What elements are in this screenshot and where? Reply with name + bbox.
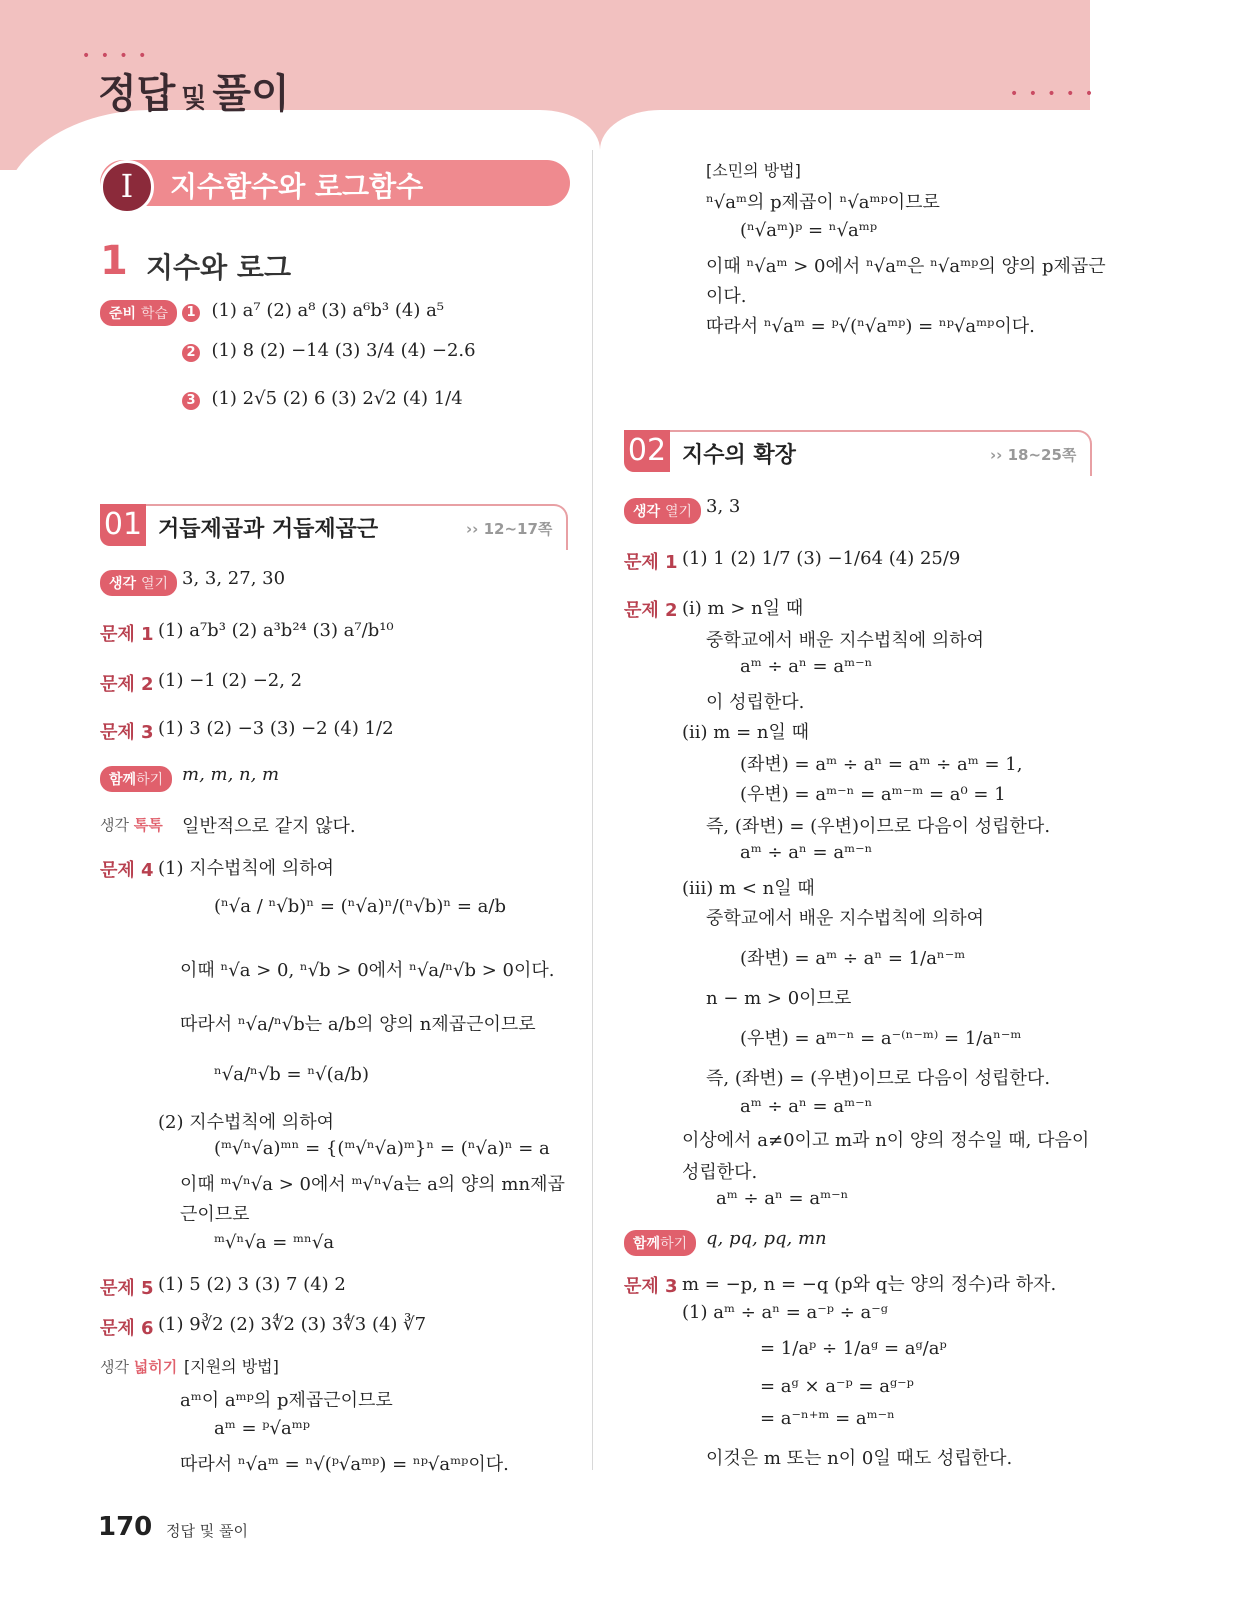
problem-label: 문제 2 bbox=[100, 674, 154, 695]
open-badge: 생각 열기 bbox=[100, 570, 177, 596]
solution-line: (우변) = aᵐ⁻ⁿ = a⁻⁽ⁿ⁻ᵐ⁾ = 1/aⁿ⁻ᵐ bbox=[740, 1028, 1022, 1049]
header-curve-left bbox=[0, 110, 600, 310]
open-answer: 3, 3, 27, 30 bbox=[182, 568, 286, 589]
solution-line: 중학교에서 배운 지수법칙에 의하여 bbox=[706, 630, 984, 651]
problem-label: 문제 1 bbox=[624, 552, 678, 573]
solution-line: 이것은 m 또는 n이 0일 때도 성립한다. bbox=[706, 1448, 1013, 1469]
prep-row: 2 (1) 8 (2) −14 (3) 3/4 (4) −2.6 bbox=[182, 340, 476, 362]
solution-line: ⁿ√aᵐ의 p제곱이 ⁿ√aᵐᵖ이므로 bbox=[706, 192, 940, 213]
decorative-dots-right: • • • • • bbox=[1010, 86, 1097, 102]
lesson-02-header bbox=[624, 430, 1092, 476]
solution-line: (우변) = aᵐ⁻ⁿ = aᵐ⁻ᵐ = a⁰ = 1 bbox=[740, 784, 1006, 805]
solution-line: aᵐ ÷ aⁿ = aᵐ⁻ⁿ bbox=[716, 1188, 849, 1209]
prep-row: 3 (1) 2√5 (2) 6 (3) 2√2 (4) 1/4 bbox=[182, 388, 463, 410]
problem-answer: (1) 5 (2) 3 (3) 7 (4) 2 bbox=[158, 1274, 346, 1295]
solution-line: 이 성립한다. bbox=[706, 692, 805, 713]
solution-line: aᵐ = ᵖ√aᵐᵖ bbox=[214, 1418, 310, 1439]
problem-label: 문제 1 bbox=[100, 624, 154, 645]
decorative-dots-left: • • • • bbox=[82, 48, 150, 64]
lesson-title: 거듭제곱과 거듭제곱근 bbox=[158, 517, 379, 542]
solution-line: 이때 ⁿ√aᵐ > 0에서 ⁿ√aᵐ은 ⁿ√aᵐᵖ의 양의 p제곱근 bbox=[706, 256, 1106, 277]
solution-line: (2) 지수법칙에 의하여 bbox=[158, 1112, 335, 1133]
chapter-numeral: I bbox=[100, 160, 154, 214]
think-label: 생각 톡톡 bbox=[100, 816, 163, 834]
section-title: 지수와 로그 bbox=[146, 251, 291, 284]
solution-line: (ii) m = n일 때 bbox=[682, 722, 809, 743]
think-answer: 일반적으로 같지 않다. bbox=[182, 816, 356, 837]
think-wide-label: 생각 넓히기 bbox=[100, 1358, 178, 1376]
prep-badge: 준비 학습 bbox=[100, 300, 177, 326]
method-title: [지원의 방법] bbox=[184, 1357, 279, 1376]
together-answer: m, m, n, m bbox=[182, 764, 280, 785]
problem-label: 문제 5 bbox=[100, 1278, 154, 1299]
solution-line: (1) 지수법칙에 의하여 bbox=[158, 858, 335, 879]
solution-line: aᵐ ÷ aⁿ = aᵐ⁻ⁿ bbox=[740, 1096, 873, 1117]
solution-line: 성립한다. bbox=[682, 1162, 758, 1183]
page-title: 정답 및 풀이 bbox=[98, 71, 290, 117]
column-divider bbox=[592, 150, 593, 1470]
footer-label: 정답 및 풀이 bbox=[166, 1522, 248, 1540]
open-answer: 3, 3 bbox=[706, 496, 741, 517]
together-badge: 함께하기 bbox=[100, 766, 172, 792]
problem-label: 문제 2 bbox=[624, 600, 678, 621]
solution-line: (좌변) = aᵐ ÷ aⁿ = aᵐ ÷ aᵐ = 1, bbox=[740, 754, 1023, 775]
chapter-title: 지수함수와 로그함수 bbox=[170, 170, 424, 203]
solution-line: 이상에서 a≠0이고 m과 n이 양의 정수일 때, 다음이 bbox=[682, 1130, 1090, 1151]
solution-line: 따라서 ⁿ√a/ⁿ√b는 a/b의 양의 n제곱근이므로 bbox=[180, 1014, 536, 1035]
solution-line: (ⁿ√aᵐ)ᵖ = ⁿ√aᵐᵖ bbox=[740, 220, 878, 241]
solution-line: n − m > 0이므로 bbox=[706, 988, 852, 1009]
problem-answer: (1) a⁷b³ (2) a³b²⁴ (3) a⁷/b¹⁰ bbox=[158, 620, 394, 641]
page-number: 170 bbox=[98, 1512, 153, 1542]
solution-line: 이때 ᵐ√ⁿ√a > 0에서 ᵐ√ⁿ√a는 a의 양의 mn제곱 bbox=[180, 1174, 565, 1195]
solution-line: = 1/aᵖ ÷ 1/aᵍ = aᵍ/aᵖ bbox=[760, 1338, 947, 1359]
prep-row: 1 (1) a⁷ (2) a⁸ (3) a⁶b³ (4) a⁵ bbox=[182, 300, 444, 322]
problem-answer: (1) 1 (2) 1/7 (3) −1/64 (4) 25/9 bbox=[682, 548, 961, 569]
solution-line: 중학교에서 배운 지수법칙에 의하여 bbox=[706, 908, 984, 929]
solution-line: 따라서 ⁿ√aᵐ = ⁿ√(ᵖ√aᵐᵖ) = ⁿᵖ√aᵐᵖ이다. bbox=[180, 1454, 509, 1475]
together-badge: 함께하기 bbox=[624, 1230, 696, 1256]
lesson-number: 02 bbox=[624, 430, 670, 472]
problem-label: 문제 3 bbox=[100, 722, 154, 743]
solution-line: m = −p, n = −q (p와 q는 양의 정수)라 하자. bbox=[682, 1274, 1057, 1295]
solution-line: (1) aᵐ ÷ aⁿ = a⁻ᵖ ÷ a⁻ᵍ bbox=[682, 1302, 888, 1323]
method-title: [소민의 방법] bbox=[706, 161, 801, 180]
problem-label: 문제 3 bbox=[624, 1276, 678, 1297]
solution-line: ᵐ√ⁿ√a = ᵐⁿ√a bbox=[214, 1232, 335, 1253]
solution-line: = a⁻ⁿ⁺ᵐ = aᵐ⁻ⁿ bbox=[760, 1408, 895, 1429]
solution-line: = aᵍ × a⁻ᵖ = aᵍ⁻ᵖ bbox=[760, 1376, 914, 1397]
solution-line: aᵐ ÷ aⁿ = aᵐ⁻ⁿ bbox=[740, 842, 873, 863]
solution-line: 따라서 ⁿ√aᵐ = ᵖ√(ⁿ√aᵐᵖ) = ⁿᵖ√aᵐᵖ이다. bbox=[706, 316, 1035, 337]
together-answer: q, pq, pq, mn bbox=[706, 1228, 827, 1249]
problem-answer: (1) −1 (2) −2, 2 bbox=[158, 670, 303, 691]
solution-line: (i) m > n일 때 bbox=[682, 598, 804, 619]
page-range: ›› 18~25쪽 bbox=[990, 446, 1077, 464]
problem-label: 문제 6 bbox=[100, 1318, 154, 1339]
lesson-number: 01 bbox=[100, 504, 146, 546]
solution-line: (iii) m < n일 때 bbox=[682, 878, 815, 899]
solution-line: ⁿ√a/ⁿ√b = ⁿ√(a/b) bbox=[214, 1064, 369, 1085]
problem-answer: (1) 3 (2) −3 (3) −2 (4) 1/2 bbox=[158, 718, 394, 739]
section-number: 1 bbox=[100, 238, 128, 284]
solution-line: aᵐ ÷ aⁿ = aᵐ⁻ⁿ bbox=[740, 656, 873, 677]
solution-line: 즉, (좌변) = (우변)이므로 다음이 성립한다. bbox=[706, 816, 1051, 837]
open-badge: 생각 열기 bbox=[624, 498, 701, 524]
solution-line: 이때 ⁿ√a > 0, ⁿ√b > 0에서 ⁿ√a/ⁿ√b > 0이다. bbox=[180, 960, 555, 981]
solution-line: (ᵐ√ⁿ√a)ᵐⁿ = {(ᵐ√ⁿ√a)ᵐ}ⁿ = (ⁿ√a)ⁿ = a bbox=[214, 1138, 550, 1159]
lesson-title: 지수의 확장 bbox=[682, 443, 796, 468]
solution-line: 이다. bbox=[706, 286, 747, 307]
problem-label: 문제 4 bbox=[100, 860, 154, 881]
solution-line: 즉, (좌변) = (우변)이므로 다음이 성립한다. bbox=[706, 1068, 1051, 1089]
problem-answer: (1) 9∛2 (2) 3∜2 (3) 3∜3 (4) ∛7 bbox=[158, 1314, 427, 1335]
solution-line: aᵐ이 aᵐᵖ의 p제곱근이므로 bbox=[180, 1390, 393, 1411]
page-range: ›› 12~17쪽 bbox=[466, 520, 553, 538]
solution-line: (ⁿ√a / ⁿ√b)ⁿ = (ⁿ√a)ⁿ/(ⁿ√b)ⁿ = a/b bbox=[214, 896, 506, 917]
solution-line: 근이므로 bbox=[180, 1204, 250, 1225]
lesson-01-header bbox=[100, 504, 568, 550]
solution-line: (좌변) = aᵐ ÷ aⁿ = 1/aⁿ⁻ᵐ bbox=[740, 948, 966, 969]
